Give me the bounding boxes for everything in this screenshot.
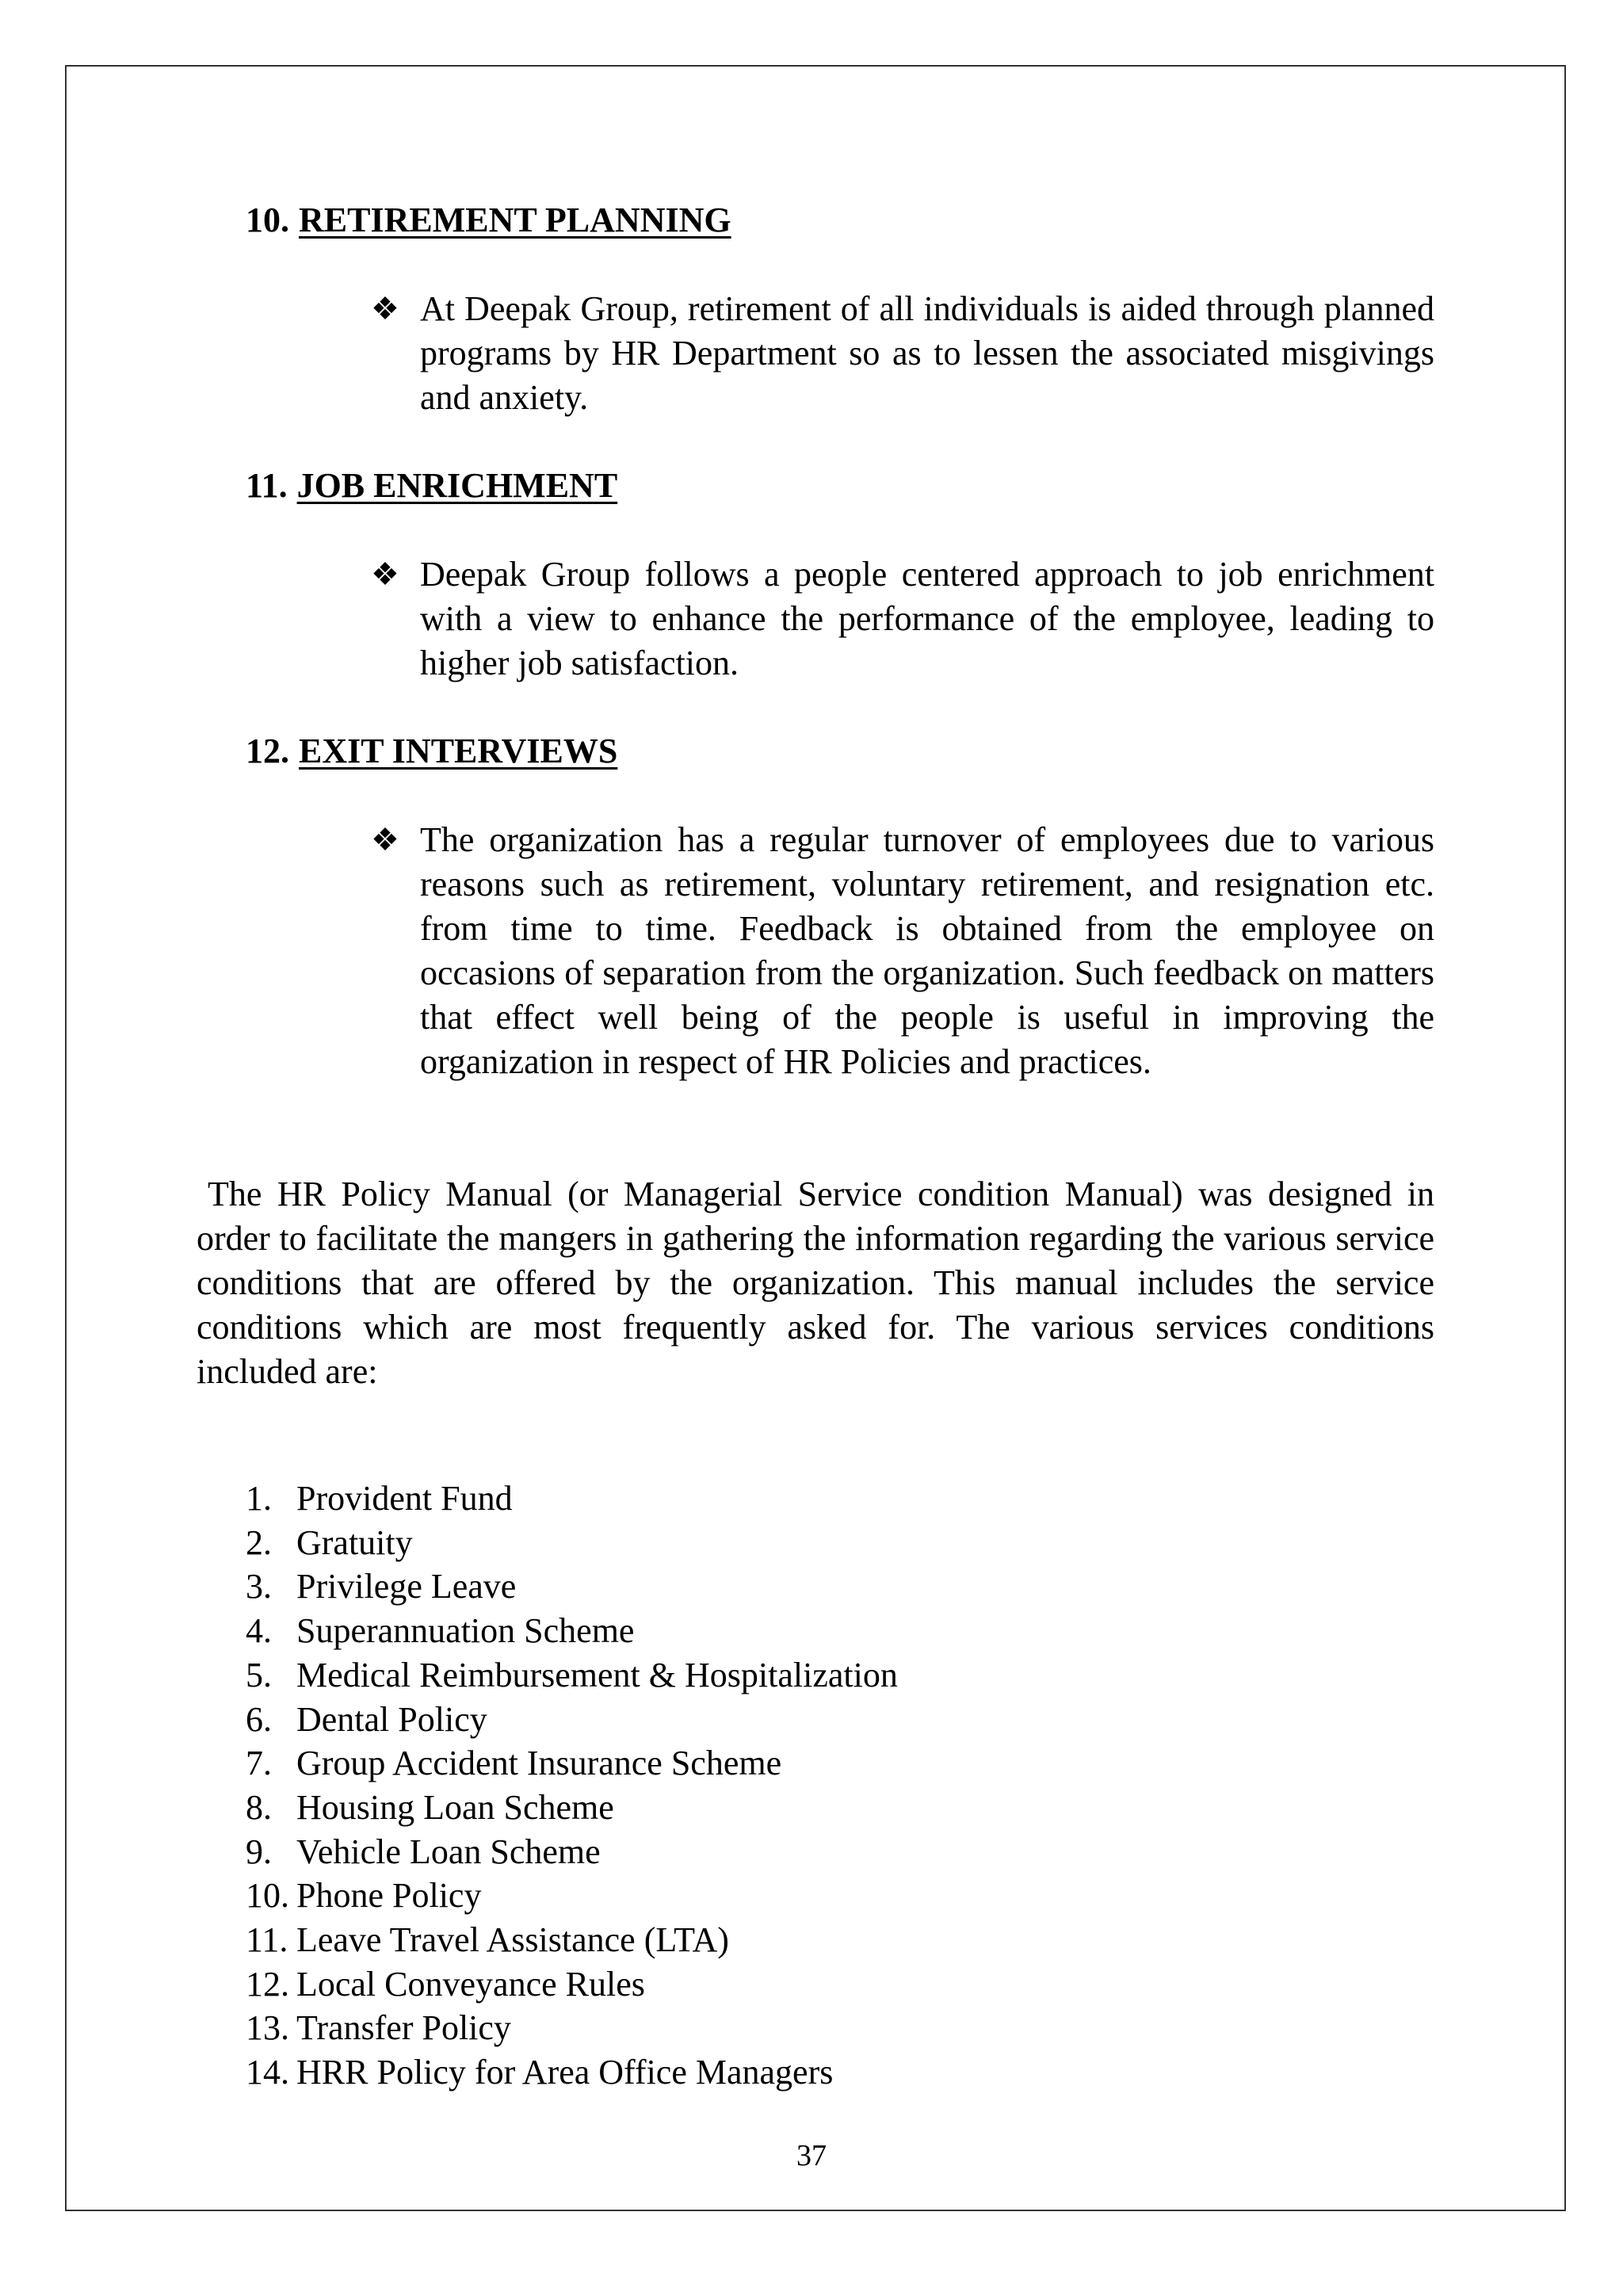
section-title: EXIT INTERVIEWS: [299, 732, 618, 770]
bullet-text: The organization has a regular turnover of employees due to various reasons such as retirement, voluntary retirement, and resignation etc. from time to time. Feedback is obtained from the employee on occasions of separation from the organization. Such feedback on matters that effect well being of the people is useful in improving the organization in respect of HR Policies and practices.: [420, 820, 1434, 1081]
page-number: 37: [796, 2139, 827, 2172]
list-item: 1. Provident Fund: [246, 1479, 513, 1518]
section-heading-retirement-planning: [246, 198, 731, 243]
four-diamond-icon: ❖: [371, 556, 399, 592]
list-item: 7. Group Accident Insurance Scheme: [246, 1744, 782, 1783]
section-number: 10.: [246, 201, 289, 239]
list-item: 9. Vehicle Loan Scheme: [246, 1832, 601, 1871]
bullet-retirement-planning: [372, 287, 1434, 420]
service-conditions-list: [246, 1477, 898, 2095]
bullet-job-enrichment: [372, 552, 1434, 686]
list-item: 4. Superannuation Scheme: [246, 1611, 635, 1651]
list-item: 2. Gratuity: [246, 1522, 413, 1562]
list-item: 11. Leave Travel Assistance (LTA): [246, 1920, 729, 1960]
list-item: 13. Transfer Policy: [246, 2008, 511, 2048]
bullet-text: Deepak Group follows a people centered approach to job enrichment with a view to enhance the performance of the employee, leading to higher job satisfaction.: [420, 555, 1434, 682]
list-item: 14. HRR Policy for Area Office Managers: [246, 2053, 834, 2092]
bullet-exit-interviews: [372, 818, 1434, 1084]
section-number: 11.: [246, 466, 288, 505]
list-item: 5. Medical Reimbursement & Hospitalization: [246, 1655, 898, 1694]
section-number: 12.: [246, 732, 289, 770]
section-heading-job-enrichment: [246, 464, 617, 508]
list-item: 12. Local Conveyance Rules: [246, 1964, 645, 2004]
bullet-text: At Deepak Group, retirement of all individuals is aided through planned programs by HR Department so as to lessen the associated misgivings and anxiety.: [420, 289, 1434, 417]
list-item: 10. Phone Policy: [246, 1876, 482, 1916]
four-diamond-icon: ❖: [371, 822, 399, 858]
four-diamond-icon: ❖: [371, 291, 399, 327]
list-item: 3. Privilege Leave: [246, 1567, 517, 1606]
section-heading-exit-interviews: [246, 729, 617, 774]
section-title: JOB ENRICHMENT: [296, 466, 618, 505]
manual-description-paragraph: The HR Policy Manual (or Managerial Service condition Manual) was designed in order to facilitate the mangers in gathering the information regarding the various service conditions that are offered by the organization. This manual includes the service conditions which are most frequently asked for. The various services conditions included are:: [197, 1175, 1434, 1391]
section-title: RETIREMENT PLANNING: [299, 201, 731, 239]
list-item: 8. Housing Loan Scheme: [246, 1787, 614, 1827]
list-item: 6. Dental Policy: [246, 1699, 487, 1739]
